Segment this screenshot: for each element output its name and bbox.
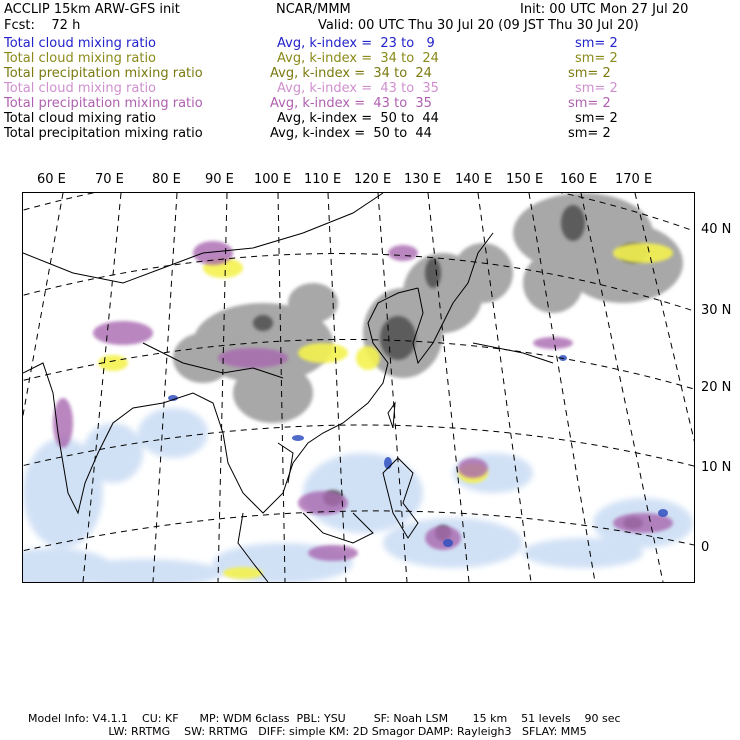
low-cloud-field xyxy=(23,408,693,582)
lat-label: 40 N xyxy=(701,222,732,237)
lat-label: 30 N xyxy=(701,303,732,318)
lon-label: 130 E xyxy=(404,172,442,187)
field-sm: sm= 2 xyxy=(575,51,618,66)
lon-label: 140 E xyxy=(455,172,493,187)
init-time: Init: 00 UTC Mon 27 Jul 20 xyxy=(520,2,689,17)
model-info-line2: LW: RRTMG SW: RRTMG DIFF: simple KM: 2D Smagor DAMP: Rayleigh3 SFLAY: MM5 xyxy=(28,725,587,738)
product-title: ACCLIP 15km ARW-GFS init xyxy=(4,2,180,17)
field-sm: sm= 2 xyxy=(575,36,618,51)
field-avg: Avg, k-index = 34 to 24 xyxy=(270,66,432,81)
lon-label: 100 E xyxy=(254,172,292,187)
field-avg: Avg, k-index = 34 to 24 xyxy=(277,51,439,66)
field-avg: Avg, k-index = 50 to 44 xyxy=(270,126,432,141)
lat-label: 0 xyxy=(701,540,710,555)
lon-label: 150 E xyxy=(506,172,544,187)
field-avg: Avg, k-index = 23 to 9 xyxy=(277,36,435,51)
field-sm: sm= 2 xyxy=(568,126,611,141)
field-avg: Avg, k-index = 43 to 35 xyxy=(270,96,432,111)
map-panel xyxy=(22,192,695,583)
map-canvas xyxy=(23,193,694,582)
field-name: Total cloud mixing ratio xyxy=(4,51,157,66)
field-name: Total precipitation mixing ratio xyxy=(4,96,203,111)
field-sm: sm= 2 xyxy=(568,66,611,81)
lon-label: 90 E xyxy=(205,172,234,187)
lon-label: 170 E xyxy=(615,172,653,187)
field-sm: sm= 2 xyxy=(568,96,611,111)
lon-label: 60 E xyxy=(37,172,66,187)
lon-label: 80 E xyxy=(152,172,181,187)
field-avg: Avg, k-index = 43 to 35 xyxy=(277,81,439,96)
model-info-line1: Model Info: V4.1.1 CU: KF MP: WDM 6class PBL: YSU SF: Noah LSM 15 km 51 levels 90 sec xyxy=(28,712,621,725)
lon-label: 70 E xyxy=(95,172,124,187)
lat-label: 20 N xyxy=(701,380,732,395)
field-avg: Avg, k-index = 50 to 44 xyxy=(277,111,439,126)
lon-label: 110 E xyxy=(304,172,342,187)
forecast-hour: Fcst: 72 h xyxy=(4,18,81,33)
field-name: Total precipitation mixing ratio xyxy=(4,66,203,81)
lon-label: 120 E xyxy=(354,172,392,187)
field-sm: sm= 2 xyxy=(575,111,618,126)
lon-label: 160 E xyxy=(560,172,598,187)
field-sm: sm= 2 xyxy=(575,81,618,96)
lat-label: 10 N xyxy=(701,460,732,475)
field-name: Total cloud mixing ratio xyxy=(4,111,157,126)
valid-time: Valid: 00 UTC Thu 30 Jul 20 (09 JST Thu 30 Jul 20) xyxy=(318,18,639,33)
field-name: Total cloud mixing ratio xyxy=(4,81,157,96)
center-label: NCAR/MMM xyxy=(276,2,351,17)
field-name: Total cloud mixing ratio xyxy=(4,36,157,51)
field-name: Total precipitation mixing ratio xyxy=(4,126,203,141)
upper-cloud-field xyxy=(173,193,683,423)
